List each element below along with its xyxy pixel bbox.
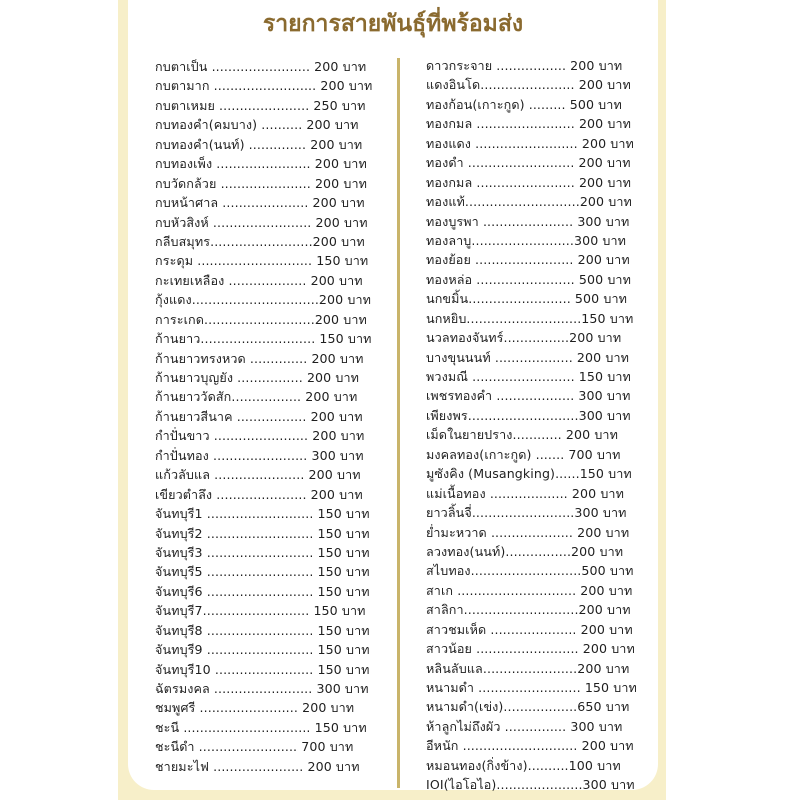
price-list-item: บางขุนนนท์ ................... 200 บาท (426, 349, 630, 365)
price-list-item: ชมพูศรี ........................ 200 บาท (155, 700, 355, 716)
price-list-item: เขียวตำลึง ...................... 200 บาท (155, 486, 363, 502)
price-list-item: กบตามาก ......................... 200 บาท (155, 78, 373, 94)
price-list-item: กบทองคำ(นนท์) .............. 200 บาท (155, 136, 363, 152)
price-list-item: ชะนี ............................... 150 บาท (155, 719, 367, 735)
price-list-item: ทองแท้............................200 บาท (426, 194, 632, 210)
price-list-item: หมอนทอง(กิ่งข้าง)..........100 บาท (426, 757, 621, 773)
price-list-item: ทองย้อย ........................ 200 บาท (426, 252, 630, 268)
price-list-item: พวงมณี ......................... 150 บาท (426, 369, 631, 384)
price-list-item: สาเก ............................. 200 บาท (426, 582, 633, 598)
price-list-item: ยาวลิ้นจี่.........................300 บาท (426, 505, 627, 521)
price-list-item: IOI(ไอโอไอ).....................300 บาท (426, 777, 635, 793)
price-list-item: หนามดำ ......................... 150 บาท (426, 680, 637, 695)
price-list-item: กบหัวสิงห์ ........................ 200 บาท (155, 214, 368, 230)
price-list-item: กระดุม ............................ 150 บาท (155, 253, 369, 269)
price-list-item: แก้วลับแล ...................... 200 บาท (155, 467, 361, 483)
price-list-item: กบหน้าศาล ..................... 200 บาท (155, 195, 365, 211)
price-list-item: ก้านยาวสีนาค ................. 200 บาท (155, 408, 363, 424)
price-list-item: ก้านยาววัดสัก................. 200 บาท (155, 389, 358, 405)
price-list-item: กำปั่นขาว ....................... 200 บาท (155, 428, 365, 444)
price-list-item: นกหยิบ............................150 บาท (426, 310, 634, 326)
price-list-item: กำปั่นทอง ....................... 300 บาท (155, 447, 364, 463)
price-list-item: ก้านยาว............................ 150 บาท (155, 331, 372, 347)
price-list-item: สไบทอง...........................500 บาท (426, 563, 634, 579)
price-list-item: ชะนีดำ ........................ 700 บาท (155, 739, 354, 755)
price-list-item: อีหนัก ............................ 200 บาท (426, 738, 634, 754)
price-list-item: กุ้งแดง...............................200 บาท (155, 292, 372, 308)
price-list-item: จันทบุรี9 .......................... 150 บาท (155, 642, 370, 658)
price-list-item: ดาวกระจาย ................. 200 บาท (426, 58, 623, 73)
price-list-item: จันทบุรี8 .......................... 150 บาท (155, 622, 370, 638)
price-list-item: ชายมะไฟ ...................... 200 บาท (155, 758, 360, 774)
price-list-item: นกขมิ้น......................... 500 บาท (426, 291, 628, 307)
price-list-item: มงคลทอง(เกาะกูด) ....... 700 บาท (426, 446, 621, 462)
page-title: รายการสายพันธุ์ที่พร้อมส่ง (262, 11, 524, 37)
price-list-item: กบวัดกล้วย ...................... 200 บาท (155, 175, 368, 191)
price-list-item: ทองแดง ......................... 200 บาท (426, 135, 634, 151)
price-list-item: กบทองเพ็ง ....................... 200 บาท (155, 156, 367, 172)
price-list-right-column (426, 56, 658, 795)
price-list-item: จันทบุรี3 .......................... 150 บาท (155, 544, 370, 560)
price-list-item: ทองหล่อ ........................ 500 บาท (426, 271, 631, 287)
price-list-item: ห้าลูกไม่ถึงผัว ............... 300 บาท (426, 718, 623, 734)
price-list-left-column (155, 57, 390, 776)
column-divider (397, 58, 400, 788)
price-list-item: ทองบูรพา ...................... 300 บาท (426, 213, 630, 229)
price-list-item: ทองกมล ........................ 200 บาท (426, 174, 632, 190)
price-list-item: เพียงพร...........................300 บาท (426, 407, 631, 423)
price-list-item: มูซังคิง (Musangking)......150 บาท (426, 466, 632, 482)
price-list-item: กบทองคำ(คมบาง) .......... 200 บาท (155, 117, 359, 133)
price-list-item: กบตาเป็น ........................ 200 บาท (155, 59, 367, 74)
price-list-item: หนามดำ(เข่ง)..................650 บาท (426, 699, 630, 715)
price-list-item: สาวชมเห็ด ..................... 200 บาท (426, 621, 633, 637)
price-list-item: ก้านยาวบุญยัง ................ 200 บาท (155, 370, 360, 385)
price-list-item: จันทบุรี5 .......................... 150 บาท (155, 564, 370, 580)
price-list-item: แดงอินโด....................... 200 บาท (426, 77, 631, 93)
price-list-item: สาลิกา............................200 บาท (426, 602, 631, 618)
price-list-item: จันทบุรี2 .......................... 150 บาท (155, 525, 370, 541)
price-list-item: จันทบุรี6 .......................... 150 บาท (155, 583, 370, 599)
price-list-item: สาวน้อย ......................... 200 บาท (426, 641, 635, 657)
price-list-item: นวลทองจันทร์................200 บาท (426, 330, 622, 346)
price-list-item: จันทบุรี1 .......................... 150 บาท (155, 506, 370, 522)
price-list-item: ทองดำ .......................... 200 บาท (426, 155, 631, 171)
price-list-item: หลินลับแล.......................200 บาท (426, 660, 630, 676)
price-list-item: ย่ำมะหวาด .................... 200 บาท (426, 524, 630, 540)
price-list-item: แม่เนื้อทอง ................... 200 บาท (426, 485, 624, 501)
price-list-item: กลีบสมุทร.........................200 บาท (155, 233, 365, 249)
price-list-item: กะเทยเหลือง ................... 200 บาท (155, 272, 363, 288)
price-list-item: กบตาเหมย ...................... 250 บาท (155, 97, 366, 113)
price-list-item: การะเกด...........................200 บาท (155, 311, 367, 327)
price-list-item: จันทบุรี7.......................... 150 บาท (155, 603, 366, 619)
price-list-item: ทองกมล ........................ 200 บาท (426, 116, 632, 132)
price-list-item: จันทบุรี10 ........................ 150 บาท (155, 661, 370, 677)
price-list-item: ลวงทอง(นนท์)................200 บาท (426, 543, 624, 559)
price-list-item: เม็ดในยายปราง............ 200 บาท (426, 427, 619, 443)
price-list-item: เพชรทองคำ ................... 300 บาท (426, 388, 631, 404)
price-list-item: ทองก้อน(เกาะกูด) ......... 500 บาท (426, 96, 622, 112)
price-list-item: ทองลาบู.........................300 บาท (426, 232, 627, 248)
price-list-item: ก้านยาวทรงหวด .............. 200 บาท (155, 350, 364, 366)
price-list-item: ฉัตรมงคล ........................ 300 บาท (155, 681, 369, 696)
